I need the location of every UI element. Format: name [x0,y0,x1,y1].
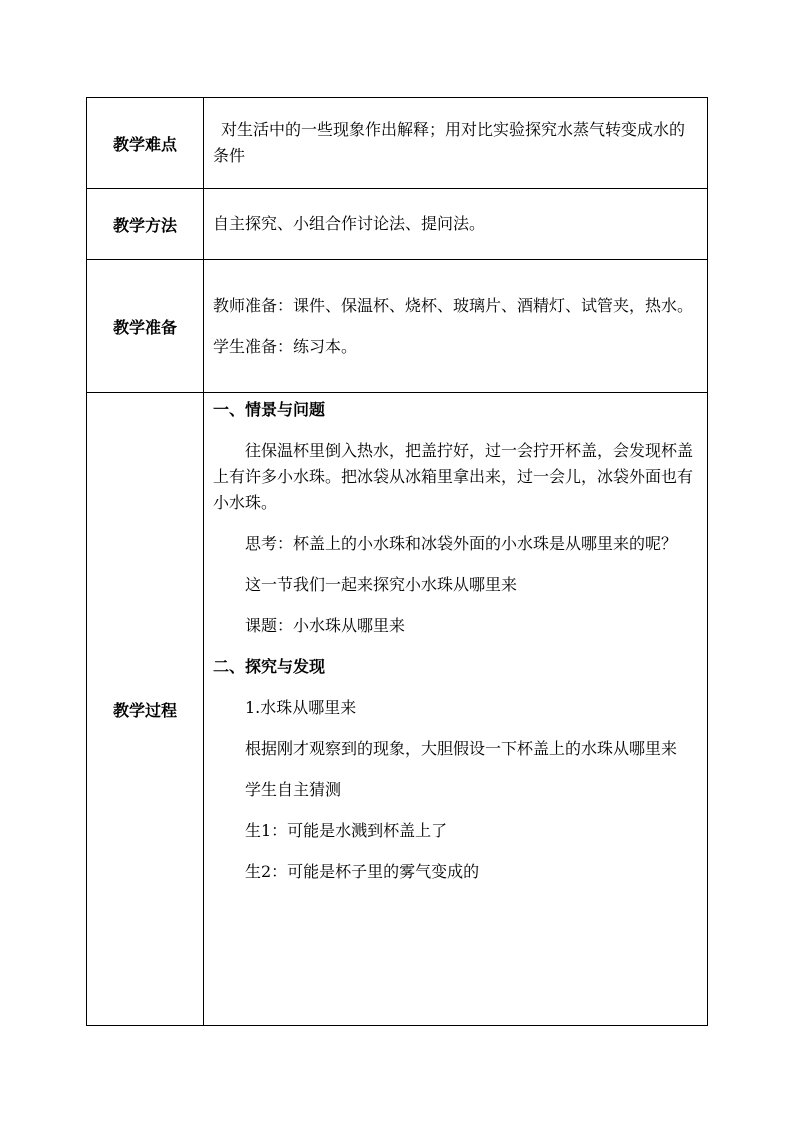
row-content-method [204,189,708,260]
paragraph: 生1：可能是水溅到杯盖上了 [245,821,448,840]
lesson-plan-table [86,97,708,1026]
row-label-method: 教学方法 [87,189,204,260]
section-heading: 二、探究与发现 [213,657,326,676]
paragraph: 这一节我们一起来探究小水珠从哪里来 [245,575,518,594]
table-row [87,189,708,260]
row-content-prep [204,260,708,393]
table-row [87,98,708,189]
row-label-prep: 教学准备 [87,260,204,393]
paragraph: 根据刚才观察到的现象，大胆假设一下杯盖上的水珠从哪里来 [245,739,678,758]
row-label-process: 教学过程 [87,393,204,1026]
teacher-prep-text: 教师准备：课件、保温杯、烧杯、玻璃片、酒精灯、试管夹，热水。 [213,295,694,315]
row-content-difficulty [204,98,708,189]
table-row [87,260,708,393]
paragraph: 课题：小水珠从哪里来 [245,616,406,635]
row-label-difficulty: 教学难点 [87,98,204,189]
section-heading: 一、情景与问题 [213,400,326,419]
paragraph: 生2：可能是杯子里的雾气变成的 [245,862,480,881]
paragraph: 思考：杯盖上的小水珠和冰袋外面的小水珠是从哪里来的呢？ [245,534,678,553]
student-prep-text: 学生准备：练习本。 [213,336,358,356]
difficulty-text: 对生活中的一些现象作出解释；用对比实验探究水蒸气转变成水的条件 [213,120,686,165]
paragraph: 往保温杯里倒入热水，把盖拧好，过一会拧开杯盖，会发现杯盖上有许多小水珠。把冰袋从冰箱里拿出来，过一会儿，冰袋外面也有小水珠。 [213,441,694,512]
paragraph: 学生自主猜测 [245,780,342,799]
table-row [87,393,708,1026]
subheading: 1.水珠从哪里来 [245,698,357,717]
method-text: 自主探究、小组合作讨论法、提问法。 [213,214,486,233]
row-content-process [204,393,708,1026]
